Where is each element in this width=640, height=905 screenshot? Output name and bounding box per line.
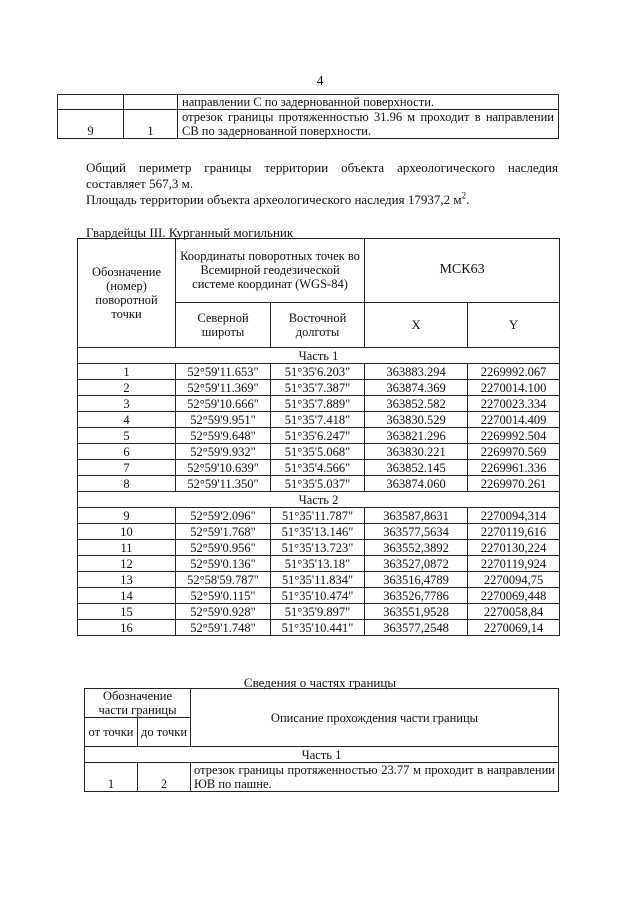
point-number-cell: 3	[78, 396, 176, 412]
table-row	[78, 364, 560, 380]
table-row	[78, 604, 560, 620]
east-header: Восточной долготы	[271, 302, 365, 347]
y-header: Y	[468, 302, 560, 347]
previous-boundary-table	[57, 94, 559, 139]
table-row	[78, 460, 560, 476]
point-number-cell: 2	[78, 380, 176, 396]
table-row	[78, 444, 560, 460]
to-header: до точки	[138, 718, 191, 747]
latitude-cell: 52°59'0.956"	[176, 540, 271, 556]
latitude-cell: 52°59'11.369"	[176, 380, 271, 396]
point-number-cell: 12	[78, 556, 176, 572]
x-coordinate-cell: 363830.221	[365, 444, 468, 460]
table-row	[78, 508, 560, 524]
latitude-cell: 52°59'1.748"	[176, 620, 271, 636]
x-coordinate-cell: 363852.582	[365, 396, 468, 412]
description-cell: направлении С по задернованной поверхности.	[178, 95, 559, 110]
latitude-cell: 52°59'9.951"	[176, 412, 271, 428]
to-point-cell: 2	[138, 763, 191, 792]
table-row	[78, 396, 560, 412]
longitude-cell: 51°35'11.787"	[271, 508, 365, 524]
point-number-cell: 11	[78, 540, 176, 556]
msk-header: МСК63	[365, 239, 560, 303]
x-coordinate-cell: 363587,8631	[365, 508, 468, 524]
longitude-cell: 51°35'5.037"	[271, 476, 365, 492]
point-number-cell: 7	[78, 460, 176, 476]
y-coordinate-cell: 2270094,314	[468, 508, 560, 524]
from-point-cell: 9	[58, 110, 124, 139]
latitude-cell: 52°59'2.096"	[176, 508, 271, 524]
y-coordinate-cell: 2270069,14	[468, 620, 560, 636]
north-header: Северной широты	[176, 302, 271, 347]
latitude-cell: 52°59'11.350"	[176, 476, 271, 492]
longitude-cell: 51°35'7.418"	[271, 412, 365, 428]
x-coordinate-cell: 363883.294	[365, 364, 468, 380]
latitude-cell: 52°59'9.932"	[176, 444, 271, 460]
longitude-cell: 51°35'9.897"	[271, 604, 365, 620]
area-text-main: Площадь территории объекта археологического наследия 17937,2 м	[86, 192, 462, 207]
y-coordinate-cell: 2270058,84	[468, 604, 560, 620]
longitude-cell: 51°35'7.889"	[271, 396, 365, 412]
table-header-row	[85, 689, 559, 718]
area-text	[86, 192, 558, 208]
latitude-cell: 52°59'1.768"	[176, 524, 271, 540]
from-header: от точки	[85, 718, 138, 747]
longitude-cell: 51°35'7.387"	[271, 380, 365, 396]
designation-header: Обозначение (номер) поворотной точки	[78, 239, 176, 348]
point-number-cell: 4	[78, 412, 176, 428]
y-coordinate-cell: 2269992.504	[468, 428, 560, 444]
latitude-cell: 52°59'9.648"	[176, 428, 271, 444]
y-coordinate-cell: 2270119,924	[468, 556, 560, 572]
longitude-cell: 51°35'10.441"	[271, 620, 365, 636]
x-coordinate-cell: 363830.529	[365, 412, 468, 428]
x-coordinate-cell: 363821.296	[365, 428, 468, 444]
point-number-cell: 8	[78, 476, 176, 492]
table-row	[78, 556, 560, 572]
perimeter-text: Общий периметр границы территории объекта археологического наследия составляет 567,3 м.	[86, 160, 558, 191]
area-text-end: .	[466, 192, 470, 207]
part-title: Часть 1	[78, 348, 560, 364]
x-coordinate-cell: 363526,7786	[365, 588, 468, 604]
table-row	[78, 380, 560, 396]
y-coordinate-cell: 2270014.409	[468, 412, 560, 428]
longitude-cell: 51°35'11.834"	[271, 572, 365, 588]
area-unit-superscript: 2	[461, 190, 467, 201]
description-cell: отрезок границы протяженностью 23.77 м проходит в направлении ЮВ по пашне.	[191, 763, 559, 792]
part-title: Часть 2	[78, 492, 560, 508]
coordinates-table	[77, 238, 560, 636]
x-coordinate-cell: 363527,0872	[365, 556, 468, 572]
x-coordinate-cell: 363577,5634	[365, 524, 468, 540]
point-number-cell: 13	[78, 572, 176, 588]
y-coordinate-cell: 2270130,224	[468, 540, 560, 556]
description-header: Описание прохождения части границы	[191, 689, 559, 747]
y-coordinate-cell: 2269970.261	[468, 476, 560, 492]
longitude-cell: 51°35'6.247"	[271, 428, 365, 444]
table-row	[78, 476, 560, 492]
table-row	[85, 763, 559, 792]
x-coordinate-cell: 363577,2548	[365, 620, 468, 636]
boundary-parts-table	[84, 688, 559, 792]
coordinates-body	[78, 348, 560, 636]
from-point-cell	[58, 95, 124, 110]
point-number-cell: 14	[78, 588, 176, 604]
x-header: X	[365, 302, 468, 347]
table-row	[78, 524, 560, 540]
point-number-cell: 16	[78, 620, 176, 636]
section-title: Гвардейцы III. Курганный могильник	[86, 225, 294, 240]
part-row	[78, 348, 560, 364]
point-number-cell: 10	[78, 524, 176, 540]
to-point-cell	[124, 95, 178, 110]
point-number-cell: 1	[78, 364, 176, 380]
table-row	[78, 428, 560, 444]
latitude-cell: 52°59'11.653"	[176, 364, 271, 380]
latitude-cell: 52°58'59.787"	[176, 572, 271, 588]
x-coordinate-cell: 363874.060	[365, 476, 468, 492]
latitude-cell: 52°59'0.928"	[176, 604, 271, 620]
table-row	[78, 588, 560, 604]
y-coordinate-cell: 2269961.336	[468, 460, 560, 476]
x-coordinate-cell: 363551,9528	[365, 604, 468, 620]
longitude-cell: 51°35'5.068"	[271, 444, 365, 460]
part-row	[85, 747, 559, 763]
table-row	[58, 95, 559, 110]
latitude-cell: 52°59'0.115"	[176, 588, 271, 604]
y-coordinate-cell: 2270014.100	[468, 380, 560, 396]
longitude-cell: 51°35'13.18"	[271, 556, 365, 572]
from-point-cell: 1	[85, 763, 138, 792]
x-coordinate-cell: 363552,3892	[365, 540, 468, 556]
y-coordinate-cell: 2269970.569	[468, 444, 560, 460]
longitude-cell: 51°35'13.146"	[271, 524, 365, 540]
to-point-cell: 1	[124, 110, 178, 139]
wgs-header: Координаты поворотных точек во Всемирной геодезической системе координат (WGS-84)	[176, 239, 365, 303]
description-cell: отрезок границы протяженностью 31.96 м проходит в направлении СВ по задернованной поверхности.	[178, 110, 559, 139]
latitude-cell: 52°59'10.639"	[176, 460, 271, 476]
table-row	[78, 412, 560, 428]
part-row	[78, 492, 560, 508]
parts-title: Сведения о частях границы	[243, 675, 397, 690]
table-row	[78, 620, 560, 636]
longitude-cell: 51°35'13.723"	[271, 540, 365, 556]
longitude-cell: 51°35'6.203"	[271, 364, 365, 380]
y-coordinate-cell: 2270094,75	[468, 572, 560, 588]
longitude-cell: 51°35'10.474"	[271, 588, 365, 604]
point-number-cell: 6	[78, 444, 176, 460]
x-coordinate-cell: 363874.369	[365, 380, 468, 396]
page-number: 4	[316, 74, 324, 89]
point-number-cell: 5	[78, 428, 176, 444]
table-row	[78, 540, 560, 556]
table-header-row	[78, 239, 560, 303]
latitude-cell: 52°59'10.666"	[176, 396, 271, 412]
x-coordinate-cell: 363516,4789	[365, 572, 468, 588]
point-number-cell: 9	[78, 508, 176, 524]
designation-header: Обозначение части границы	[85, 689, 191, 718]
y-coordinate-cell: 2270069,448	[468, 588, 560, 604]
y-coordinate-cell: 2270119,616	[468, 524, 560, 540]
y-coordinate-cell: 2269992.067	[468, 364, 560, 380]
x-coordinate-cell: 363852.145	[365, 460, 468, 476]
y-coordinate-cell: 2270023.334	[468, 396, 560, 412]
point-number-cell: 15	[78, 604, 176, 620]
part-title: Часть 1	[85, 747, 559, 763]
table-row	[78, 572, 560, 588]
table-row	[58, 110, 559, 139]
longitude-cell: 51°35'4.566"	[271, 460, 365, 476]
latitude-cell: 52°59'0.136"	[176, 556, 271, 572]
